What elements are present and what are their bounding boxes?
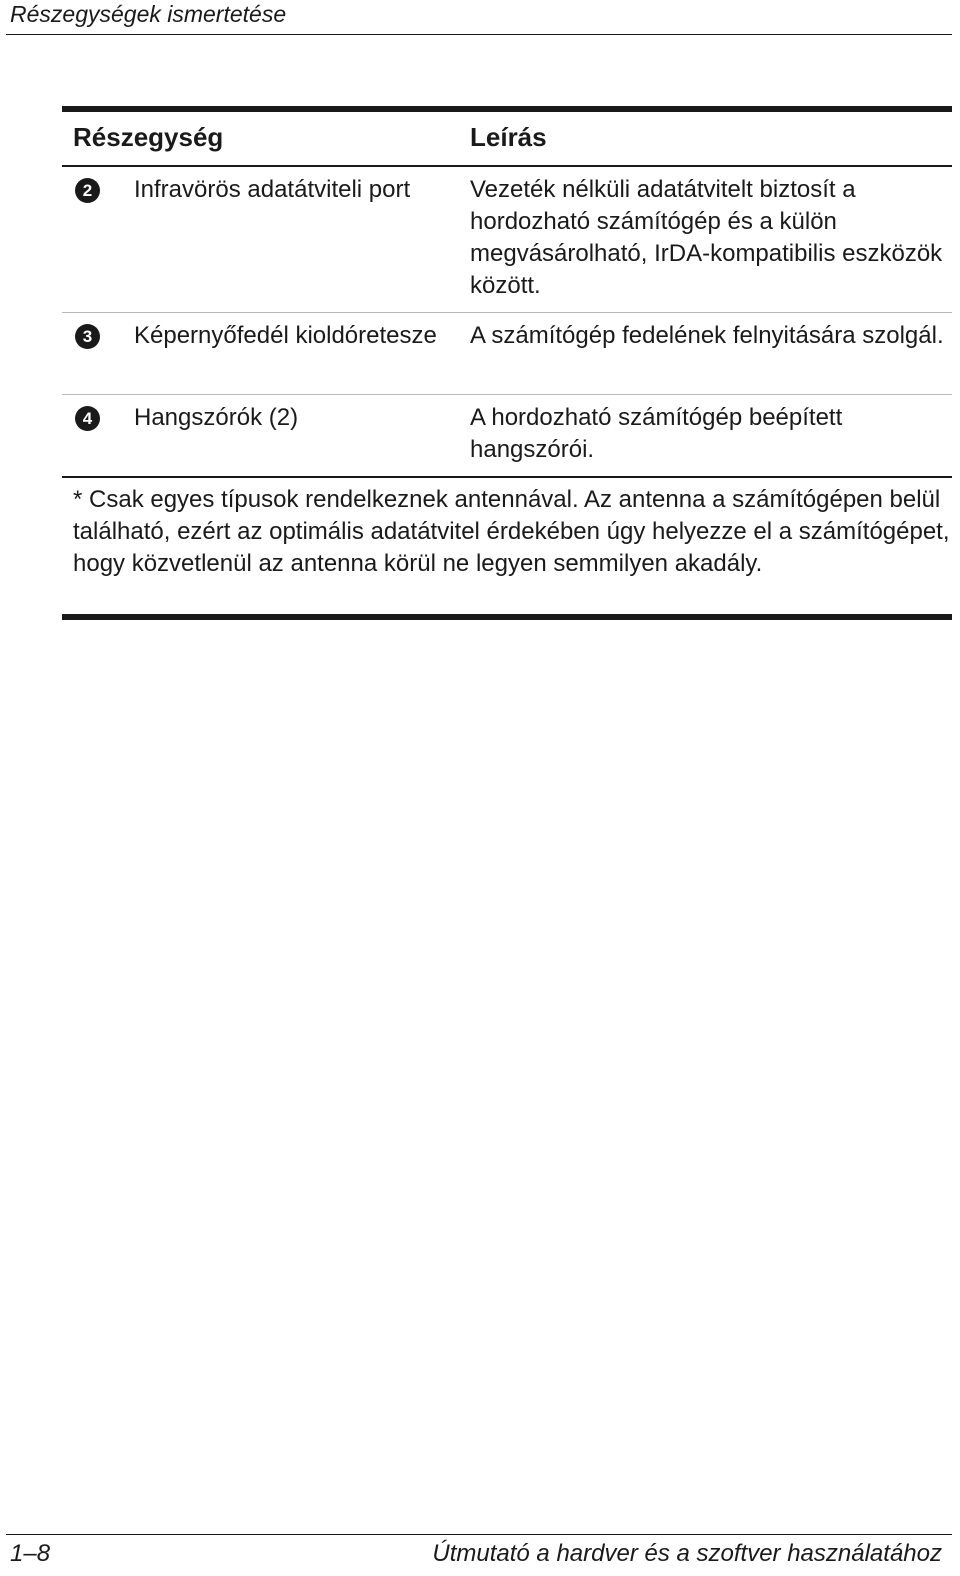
header-rule [6, 34, 952, 35]
page-number: 1–8 [10, 1540, 51, 1567]
component-name: Infravörös adatátviteli port [134, 176, 411, 203]
callout-number: 2 [75, 178, 100, 203]
column-header-component: Részegység [73, 122, 224, 152]
component-name: Képernyőfedél kioldóretesze [134, 322, 437, 349]
component-description: Vezeték nélküli adatátvitelt biztosít a hordozható számítógép és a külön megvásárolható, IrDA-kompatibilis eszközök között. [470, 176, 943, 299]
component-description: A hordozható számítógép beépített hangszórói. [470, 404, 843, 463]
component-table [62, 106, 952, 620]
table-row [62, 167, 952, 312]
column-header-description: Leírás [470, 122, 547, 152]
table-row [62, 395, 952, 476]
table-header-row [62, 112, 952, 165]
book-title: Útmutató a hardver és a szoftver használatához [432, 1540, 942, 1567]
component-description: A számítógép fedelének felnyitására szolgál. [470, 322, 944, 349]
running-header: Részegységek ismertetése [10, 1, 287, 27]
table-row [62, 313, 952, 394]
table-footnote: * Csak egyes típusok rendelkeznek antennával. Az antenna a számítógépen belül található, ezért az optimális adatátvitel érdekében úgy helyezze el a számítógépet, hogy közvetlenül az antenna körül ne legyen semmilyen akadály. [73, 486, 950, 577]
footer-rule [6, 1534, 952, 1535]
callout-number: 3 [75, 324, 100, 349]
component-name: Hangszórók (2) [134, 404, 299, 431]
callout-number: 4 [75, 406, 100, 431]
table-bottom-rule [62, 614, 952, 620]
